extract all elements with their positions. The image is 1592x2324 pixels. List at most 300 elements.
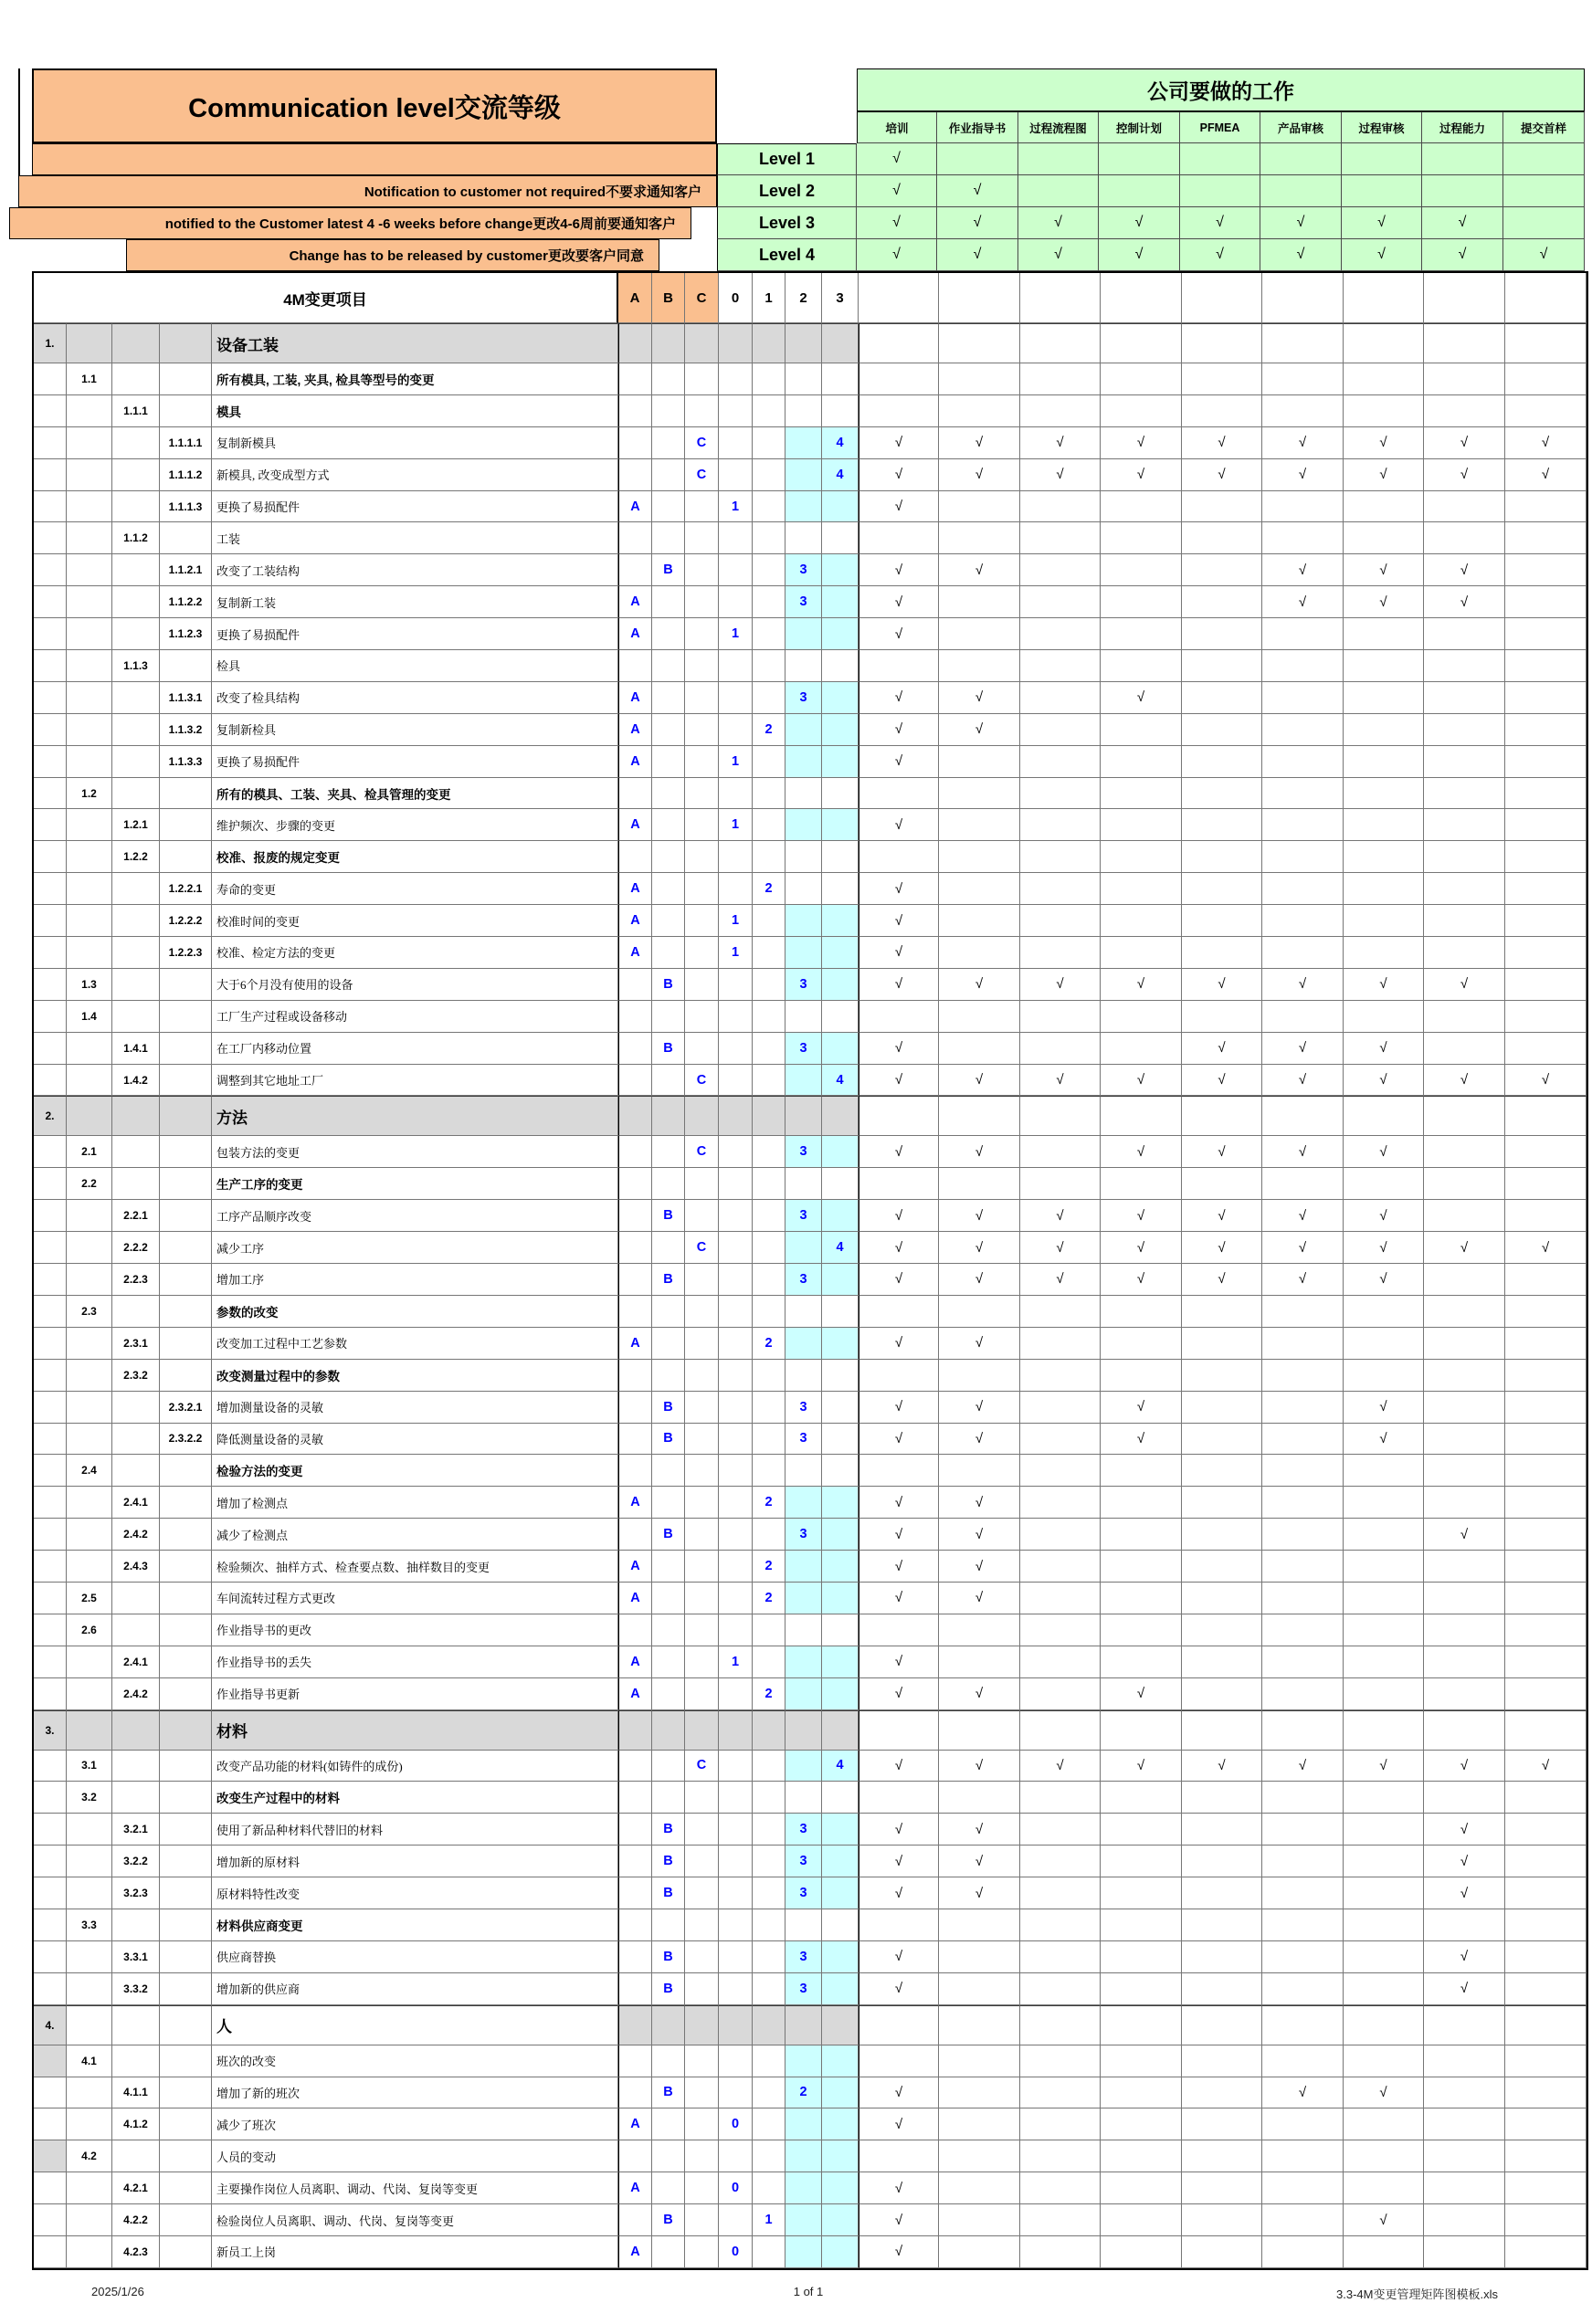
id-spacer <box>160 1846 212 1877</box>
class-cell-B: B <box>652 1392 685 1424</box>
work-check-0: √ <box>859 427 939 459</box>
work-check-4: √ <box>1182 1136 1262 1168</box>
matrix-row-3.1 <box>34 1751 1587 1782</box>
work-check-4 <box>1182 1782 1262 1814</box>
work-check-0 <box>859 650 939 682</box>
work-check-0 <box>859 1096 939 1136</box>
matrix-row-4.2.3 <box>34 2236 1587 2268</box>
level-cell-1 <box>753 323 785 363</box>
work-check-4 <box>1182 323 1262 363</box>
row-id: 4.2.3 <box>112 2236 160 2268</box>
work-check-3: √ <box>1101 1751 1182 1782</box>
class-cell-A <box>618 2077 652 2109</box>
id-spacer <box>67 2005 112 2045</box>
work-check-7 <box>1424 937 1505 969</box>
id-spacer <box>67 1096 112 1136</box>
work-check-4 <box>1182 650 1262 682</box>
id-spacer <box>34 746 67 778</box>
work-check-6 <box>1344 323 1424 363</box>
id-spacer <box>160 323 212 363</box>
matrix-row-1.2.2.1 <box>34 873 1587 905</box>
work-check-0: √ <box>859 1487 939 1519</box>
class-cell-B <box>652 1455 685 1487</box>
work-check-7 <box>1424 2140 1505 2172</box>
level-cell-0 <box>719 650 753 682</box>
work-check-5 <box>1262 1614 1344 1646</box>
row-id: 4.2 <box>67 2140 112 2172</box>
level-cell-1 <box>753 778 785 810</box>
class-cell-C <box>685 1296 719 1328</box>
work-check-1: √ <box>939 1424 1020 1456</box>
id-spacer <box>34 1551 67 1583</box>
work-check-2 <box>1020 363 1101 395</box>
row-id: 1.4.1 <box>112 1033 160 1065</box>
matrix-row-2.3.2 <box>34 1360 1587 1392</box>
work-check-8 <box>1505 1487 1587 1519</box>
footer-date-text: 2025/1/26 <box>91 2285 144 2298</box>
class-cell-A <box>618 969 652 1001</box>
level-cell-1 <box>753 1814 785 1846</box>
work-check-2 <box>1020 2172 1101 2204</box>
id-spacer <box>112 1392 160 1424</box>
work-check-1: √ <box>939 459 1020 491</box>
work-check-3 <box>1101 2140 1182 2172</box>
work-check-3 <box>1101 2077 1182 2109</box>
class-cell-B <box>652 1710 685 1751</box>
work-check-8 <box>1505 618 1587 650</box>
id-spacer <box>34 1814 67 1846</box>
work-check-0: √ <box>859 1678 939 1710</box>
class-cell-C: C <box>685 1751 719 1782</box>
work-check-2 <box>1020 937 1101 969</box>
id-spacer <box>112 554 160 586</box>
level-3-check-1: √ <box>937 207 1018 239</box>
id-spacer <box>112 1096 160 1136</box>
row-id: 2.3 <box>67 1296 112 1328</box>
level-cell-3 <box>822 2140 859 2172</box>
level-2-check-5 <box>1260 175 1342 207</box>
level-cell-0: 1 <box>719 905 753 937</box>
id-spacer <box>34 873 67 905</box>
work-check-8 <box>1505 1782 1587 1814</box>
level-cell-3 <box>822 714 859 746</box>
work-check-0: √ <box>859 1232 939 1264</box>
level-cell-2 <box>785 2045 822 2077</box>
class-cell-B: B <box>652 2204 685 2236</box>
row-id: 2.4.3 <box>112 1551 160 1583</box>
work-check-0: √ <box>859 586 939 618</box>
work-check-4 <box>1182 714 1262 746</box>
work-check-4 <box>1182 1455 1262 1487</box>
work-check-3 <box>1101 873 1182 905</box>
row-id: 1.1.2 <box>112 522 160 554</box>
work-check-3 <box>1101 491 1182 523</box>
work-check-3 <box>1101 1846 1182 1877</box>
id-spacer <box>67 905 112 937</box>
row-text: 增加了检测点 <box>212 1487 618 1519</box>
work-check-7: √ <box>1424 427 1505 459</box>
work-check-8 <box>1505 778 1587 810</box>
row-id: 2.3.1 <box>112 1328 160 1360</box>
work-check-7 <box>1424 1360 1505 1392</box>
level-cell-3 <box>822 1941 859 1973</box>
id-spacer <box>160 2140 212 2172</box>
class-cell-A: A <box>618 586 652 618</box>
matrix-row-1.1 <box>34 363 1587 395</box>
row-text: 检具 <box>212 650 618 682</box>
id-spacer <box>67 2108 112 2140</box>
work-check-8 <box>1505 1392 1587 1424</box>
work-check-1: √ <box>939 1751 1020 1782</box>
level-cell-2 <box>785 714 822 746</box>
work-check-1 <box>939 586 1020 618</box>
class-cell-A <box>618 1782 652 1814</box>
id-spacer <box>160 1360 212 1392</box>
row-text: 改变生产过程中的材料 <box>212 1782 618 1814</box>
row-text: 增加新的原材料 <box>212 1846 618 1877</box>
level-cell-1 <box>753 1096 785 1136</box>
work-check-5: √ <box>1262 586 1344 618</box>
level-cell-1 <box>753 1877 785 1909</box>
work-check-8 <box>1505 2204 1587 2236</box>
id-spacer <box>112 1751 160 1782</box>
level-2-check-3 <box>1099 175 1180 207</box>
level-cell-2: 3 <box>785 554 822 586</box>
work-check-3 <box>1101 778 1182 810</box>
work-check-8 <box>1505 1264 1587 1296</box>
work-column-header-3: 控制计划 <box>1099 111 1180 143</box>
class-cell-A <box>618 1033 652 1065</box>
work-check-0: √ <box>859 1814 939 1846</box>
work-check-7 <box>1424 1782 1505 1814</box>
class-cell-C <box>685 1487 719 1519</box>
work-check-0: √ <box>859 714 939 746</box>
work-check-0: √ <box>859 1264 939 1296</box>
work-check-1 <box>939 1909 1020 1941</box>
work-check-7 <box>1424 1551 1505 1583</box>
work-check-7 <box>1424 1909 1505 1941</box>
id-spacer <box>34 1033 67 1065</box>
class-cell-B <box>652 1065 685 1097</box>
work-check-0: √ <box>859 1551 939 1583</box>
work-check-4 <box>1182 1941 1262 1973</box>
level-cell-3 <box>822 2045 859 2077</box>
work-check-3 <box>1101 323 1182 363</box>
id-spacer <box>34 969 67 1001</box>
work-check-0 <box>859 323 939 363</box>
work-check-0: √ <box>859 905 939 937</box>
work-check-2 <box>1020 1551 1101 1583</box>
class-cell-B <box>652 1583 685 1614</box>
class-cell-C <box>685 1096 719 1136</box>
work-check-5 <box>1262 1096 1344 1136</box>
level-cell-2 <box>785 650 822 682</box>
row-text: 复制新模具 <box>212 427 618 459</box>
id-spacer <box>112 873 160 905</box>
work-check-3 <box>1101 809 1182 841</box>
work-check-4: √ <box>1182 1232 1262 1264</box>
id-spacer <box>34 618 67 650</box>
class-cell-A <box>618 2045 652 2077</box>
level-cell-1 <box>753 2140 785 2172</box>
class-cell-C: C <box>685 459 719 491</box>
work-check-5: √ <box>1262 2077 1344 2109</box>
work-check-3: √ <box>1101 1424 1182 1456</box>
class-column-header-C: C <box>685 273 719 323</box>
level-1-check-0: √ <box>857 143 937 175</box>
work-check-4 <box>1182 873 1262 905</box>
work-check-5 <box>1262 1909 1344 1941</box>
level-cell-0 <box>719 1814 753 1846</box>
row-id: 3.1 <box>67 1751 112 1782</box>
work-check-5 <box>1262 1877 1344 1909</box>
level-column-header-1: 1 <box>753 273 785 323</box>
class-cell-A <box>618 1909 652 1941</box>
work-check-0 <box>859 1909 939 1941</box>
class-cell-A <box>618 2005 652 2045</box>
work-column-header-6: 过程审核 <box>1342 111 1422 143</box>
class-cell-A <box>618 1455 652 1487</box>
work-check-6 <box>1344 2140 1424 2172</box>
id-spacer <box>160 1614 212 1646</box>
work-check-5 <box>1262 2108 1344 2140</box>
work-check-8 <box>1505 1519 1587 1551</box>
work-check-6: √ <box>1344 2204 1424 2236</box>
work-check-4 <box>1182 1001 1262 1033</box>
work-check-7 <box>1424 2108 1505 2140</box>
work-check-3 <box>1101 395 1182 427</box>
matrix-row-1.1.3.1 <box>34 682 1587 714</box>
work-check-3: √ <box>1101 682 1182 714</box>
class-cell-A <box>618 395 652 427</box>
work-check-8 <box>1505 1941 1587 1973</box>
id-spacer <box>112 2140 160 2172</box>
work-check-7 <box>1424 841 1505 873</box>
work-check-7 <box>1424 1136 1505 1168</box>
level-label-3: Level 3 <box>717 207 857 239</box>
level-4-check-5: √ <box>1260 239 1342 271</box>
level-cell-3 <box>822 1646 859 1678</box>
class-cell-C <box>685 1646 719 1678</box>
id-spacer <box>67 937 112 969</box>
work-check-4 <box>1182 2140 1262 2172</box>
matrix-row-4.1.1 <box>34 2077 1587 2109</box>
work-check-8 <box>1505 1877 1587 1909</box>
class-cell-A: A <box>618 1328 652 1360</box>
class-cell-A: A <box>618 2236 652 2268</box>
level-cell-0 <box>719 1973 753 2005</box>
id-spacer <box>160 1001 212 1033</box>
work-check-1 <box>939 778 1020 810</box>
work-check-5: √ <box>1262 1232 1344 1264</box>
work-check-6 <box>1344 522 1424 554</box>
work-check-4 <box>1182 1877 1262 1909</box>
work-check-2 <box>1020 841 1101 873</box>
work-check-4 <box>1182 1614 1262 1646</box>
level-cell-3 <box>822 1846 859 1877</box>
level-cell-1 <box>753 2005 785 2045</box>
id-spacer <box>34 2172 67 2204</box>
matrix-header-work-3 <box>1101 273 1182 323</box>
work-check-4 <box>1182 1583 1262 1614</box>
work-check-0: √ <box>859 2204 939 2236</box>
level-cell-0 <box>719 1296 753 1328</box>
id-spacer <box>67 522 112 554</box>
work-check-8 <box>1505 1455 1587 1487</box>
work-check-7 <box>1424 2204 1505 2236</box>
matrix-row-3.2.3 <box>34 1877 1587 1909</box>
class-cell-A <box>618 650 652 682</box>
matrix-row-2.2 <box>34 1168 1587 1200</box>
level-cell-3 <box>822 873 859 905</box>
work-check-6 <box>1344 1001 1424 1033</box>
matrix-row-3.2 <box>34 1782 1587 1814</box>
id-spacer <box>67 1519 112 1551</box>
work-check-4 <box>1182 1360 1262 1392</box>
work-check-7 <box>1424 522 1505 554</box>
row-id: 4.2.1 <box>112 2172 160 2204</box>
level-cell-2 <box>785 1909 822 1941</box>
id-spacer <box>160 1200 212 1232</box>
level-cell-2: 3 <box>785 1392 822 1424</box>
matrix-header-work-1 <box>939 273 1020 323</box>
level-cell-1 <box>753 2108 785 2140</box>
work-check-2 <box>1020 1909 1101 1941</box>
level-cell-0: 0 <box>719 2172 753 2204</box>
work-check-1: √ <box>939 1328 1020 1360</box>
class-cell-B <box>652 363 685 395</box>
work-check-8 <box>1505 1814 1587 1846</box>
work-check-1: √ <box>939 1487 1020 1519</box>
work-check-4 <box>1182 491 1262 523</box>
row-text: 车间流转过程方式更改 <box>212 1583 618 1614</box>
id-spacer <box>160 2204 212 2236</box>
work-check-2 <box>1020 1846 1101 1877</box>
work-check-4 <box>1182 618 1262 650</box>
work-check-2 <box>1020 2204 1101 2236</box>
level-cell-0 <box>719 682 753 714</box>
work-check-5: √ <box>1262 1065 1344 1097</box>
work-check-0: √ <box>859 1519 939 1551</box>
work-check-2 <box>1020 1001 1101 1033</box>
class-cell-A: A <box>618 2172 652 2204</box>
id-spacer <box>67 1710 112 1751</box>
work-check-4 <box>1182 363 1262 395</box>
work-check-6 <box>1344 363 1424 395</box>
work-check-3 <box>1101 1782 1182 1814</box>
work-check-1 <box>939 2077 1020 2109</box>
work-check-5 <box>1262 714 1344 746</box>
work-check-8: √ <box>1505 1751 1587 1782</box>
class-cell-C <box>685 1551 719 1583</box>
id-spacer <box>160 1232 212 1264</box>
work-check-5 <box>1262 1551 1344 1583</box>
work-check-1 <box>939 1973 1020 2005</box>
row-id: 3.3.2 <box>112 1973 160 2005</box>
work-check-2 <box>1020 554 1101 586</box>
matrix-header-work-7 <box>1424 273 1505 323</box>
class-cell-B <box>652 937 685 969</box>
id-spacer <box>34 1455 67 1487</box>
class-cell-C <box>685 1614 719 1646</box>
level-cell-2 <box>785 2204 822 2236</box>
id-spacer <box>67 1941 112 1973</box>
row-text: 使用了新品种材料代替旧的材料 <box>212 1814 618 1846</box>
class-cell-A <box>618 1941 652 1973</box>
work-check-1 <box>939 2005 1020 2045</box>
class-cell-B: B <box>652 1877 685 1909</box>
work-check-7 <box>1424 682 1505 714</box>
work-check-1: √ <box>939 1136 1020 1168</box>
id-spacer <box>34 1264 67 1296</box>
work-check-3 <box>1101 1296 1182 1328</box>
row-id: 1.1.1 <box>112 395 160 427</box>
work-check-7 <box>1424 323 1505 363</box>
id-spacer <box>67 1033 112 1065</box>
class-cell-B <box>652 427 685 459</box>
id-spacer <box>160 1328 212 1360</box>
level-cell-0 <box>719 778 753 810</box>
id-spacer <box>112 746 160 778</box>
work-check-4 <box>1182 2077 1262 2109</box>
level-cell-0 <box>719 1614 753 1646</box>
level-cell-2: 3 <box>785 1033 822 1065</box>
work-check-5: √ <box>1262 459 1344 491</box>
level-cell-3 <box>822 1168 859 1200</box>
id-spacer <box>34 2045 67 2077</box>
class-cell-B <box>652 873 685 905</box>
id-spacer <box>67 746 112 778</box>
row-id: 1.1.1.2 <box>160 459 212 491</box>
row-id: 1.1.1.3 <box>160 491 212 523</box>
work-check-0: √ <box>859 873 939 905</box>
matrix-row-2.4 <box>34 1455 1587 1487</box>
id-spacer <box>34 491 67 523</box>
level-1-check-6 <box>1342 143 1422 175</box>
work-check-6 <box>1344 1551 1424 1583</box>
work-check-6 <box>1344 1909 1424 1941</box>
work-check-4 <box>1182 1328 1262 1360</box>
level-cell-2 <box>785 1710 822 1751</box>
id-spacer <box>112 2045 160 2077</box>
row-text: 校准、检定方法的变更 <box>212 937 618 969</box>
work-check-2 <box>1020 2108 1101 2140</box>
class-cell-C <box>685 1973 719 2005</box>
id-spacer <box>112 427 160 459</box>
id-spacer <box>34 1678 67 1710</box>
work-check-4: √ <box>1182 1200 1262 1232</box>
left-border-line <box>18 68 20 175</box>
level-cell-1 <box>753 363 785 395</box>
id-spacer <box>67 618 112 650</box>
level-cell-0 <box>719 459 753 491</box>
work-check-2 <box>1020 586 1101 618</box>
work-check-2: √ <box>1020 1264 1101 1296</box>
class-cell-B <box>652 2108 685 2140</box>
level-cell-0 <box>719 2005 753 2045</box>
work-check-6: √ <box>1344 1392 1424 1424</box>
matrix-row-2.4.2 <box>34 1519 1587 1551</box>
level-cell-0 <box>719 1136 753 1168</box>
level-cell-0 <box>719 1519 753 1551</box>
row-text: 人 <box>212 2005 618 2045</box>
work-check-2 <box>1020 1583 1101 1614</box>
class-cell-B <box>652 618 685 650</box>
matrix-row-3.2.1 <box>34 1814 1587 1846</box>
class-cell-A: A <box>618 1646 652 1678</box>
row-id: 1.1.3.3 <box>160 746 212 778</box>
work-check-5 <box>1262 650 1344 682</box>
